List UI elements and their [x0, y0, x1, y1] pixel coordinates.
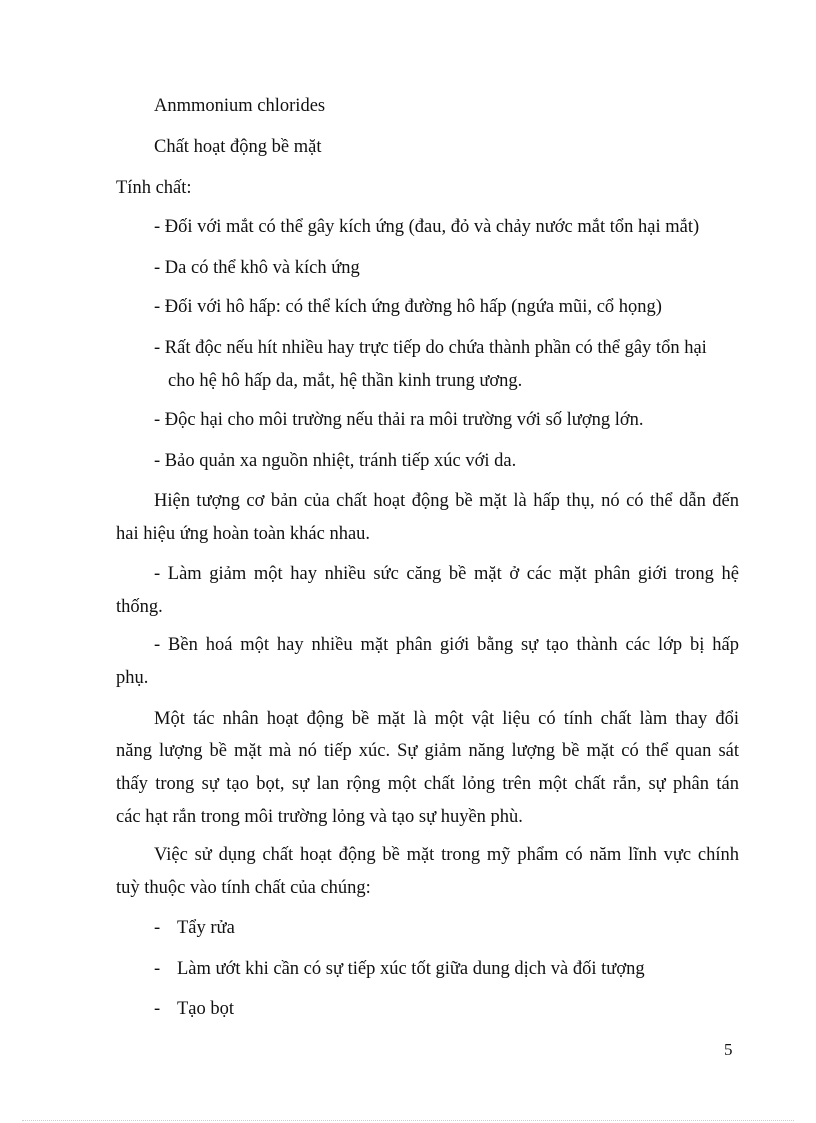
- properties-title: Tính chất:: [116, 178, 192, 198]
- heading-ammonium-chlorides: Anmmonium chlorides: [154, 96, 326, 116]
- paragraph-line: thấy trong sự tạo bọt, sự lan rộng một chất lỏng trên một chất rắn, sự phân tán: [116, 774, 739, 794]
- property-item: - Đối với hô hấp: có thể kích ứng đường hô hấp (ngứa mũi, cổ họng): [154, 297, 662, 317]
- property-item-continuation: cho hệ hô hấp da, mắt, hệ thần kinh trung ương.: [168, 371, 523, 391]
- page-number: 5: [724, 1040, 733, 1059]
- use-item: Làm ướt khi cần có sự tiếp xúc tốt giữa dung dịch và đối tượng: [177, 959, 645, 979]
- property-item: - Độc hại cho môi trường nếu thải ra môi trường với số lượng lớn.: [154, 410, 644, 430]
- paragraph-line: phụ.: [116, 668, 149, 688]
- paragraph-line: các hạt rắn trong môi trường lỏng và tạo sự huyền phù.: [116, 807, 523, 827]
- paragraph-line: thống.: [116, 597, 163, 617]
- property-item: - Đối với mắt có thể gây kích ứng (đau, đỏ và chảy nước mắt tổn hại mắt): [154, 217, 700, 237]
- paragraph-line: Một tác nhân hoạt động bề mặt là một vật liệu có tính chất làm thay đổi: [154, 709, 739, 729]
- paragraph-line: hai hiệu ứng hoàn toàn khác nhau.: [116, 524, 371, 544]
- page-bottom-border: [22, 1120, 794, 1121]
- paragraph-line: - Bền hoá một hay nhiều mặt phân giới bằng sự tạo thành các lớp bị hấp: [154, 635, 739, 655]
- paragraph-line: - Làm giảm một hay nhiều sức căng bề mặt ở các mặt phân giới trong hệ: [154, 564, 739, 584]
- use-item: Tẩy rửa: [177, 918, 235, 938]
- use-bullet-dash: -: [154, 959, 161, 979]
- property-item: - Rất độc nếu hít nhiều hay trực tiếp do chứa thành phần có thể gây tổn hại: [154, 338, 707, 358]
- use-bullet-dash: -: [154, 918, 161, 938]
- paragraph-line: Hiện tượng cơ bản của chất hoạt động bề mặt là hấp thụ, nó có thể dẫn đến: [154, 491, 739, 511]
- use-item: Tạo bọt: [177, 999, 235, 1019]
- paragraph-line: tuỳ thuộc vào tính chất của chúng:: [116, 878, 371, 898]
- heading-surfactant: Chất hoạt động bề mặt: [154, 137, 322, 157]
- property-item: - Da có thể khô và kích ứng: [154, 258, 360, 278]
- property-item: - Bảo quản xa nguồn nhiệt, tránh tiếp xúc với da.: [154, 451, 517, 471]
- paragraph-line: Việc sử dụng chất hoạt động bề mặt trong mỹ phẩm có năm lĩnh vực chính: [154, 845, 739, 865]
- paragraph-line: năng lượng bề mặt mà nó tiếp xúc. Sự giảm năng lượng bề mặt có thể quan sát: [116, 741, 739, 761]
- use-bullet-dash: -: [154, 999, 161, 1019]
